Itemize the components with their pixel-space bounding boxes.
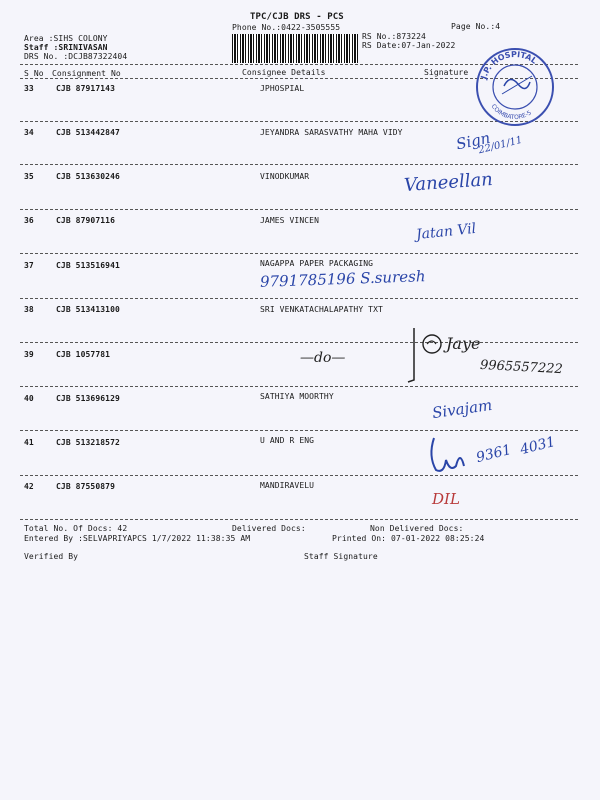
page-number: Page No.:4 — [451, 22, 501, 31]
divider — [20, 164, 578, 165]
row-sno: 37 — [24, 261, 34, 270]
divider — [20, 519, 578, 520]
row-sno: 35 — [24, 172, 34, 181]
row-consignee: JEYANDRA SARASVATHY MAHA VIDY — [260, 128, 403, 137]
handwritten-number: 9361 — [474, 441, 514, 467]
verified-by: Verified By — [24, 552, 79, 561]
divider — [20, 430, 578, 431]
divider — [20, 209, 578, 210]
divider — [20, 253, 578, 254]
row-consignment: CJB 87907116 — [56, 216, 115, 225]
divider — [20, 342, 578, 343]
printed-on: Printed On: 07-01-2022 08:25:24 — [332, 534, 485, 543]
area-label: Area :SIHS COLONY — [24, 34, 108, 43]
total-docs: Total No. Of Docs: 42 — [24, 524, 128, 533]
column-header-consignee: Consignee Details — [242, 68, 326, 77]
handwritten-mark: DIL — [432, 490, 460, 508]
staff-label: Staff :SRINIVASAN — [24, 43, 108, 52]
hospital-stamp — [474, 46, 556, 128]
row-consignment: CJB 513630246 — [56, 172, 120, 181]
row-consignee: JAMES VINCEN — [260, 216, 319, 225]
row-consignee: SATHIYA MOORTHY — [260, 392, 334, 401]
row-sno: 40 — [24, 394, 34, 403]
row-sno: 38 — [24, 305, 34, 314]
row-sno: 41 — [24, 438, 34, 447]
row-consignee: JPHOSPIAL — [260, 84, 305, 93]
handwritten-phone: 9965557222 — [479, 357, 564, 378]
handwritten-signature: Jaye — [446, 334, 481, 353]
row-sno: 36 — [24, 216, 34, 225]
phone-number: Phone No.:0422-3505555 — [232, 23, 341, 32]
row-consignee: SRI VENKATACHALAPATHY TXT — [260, 305, 383, 314]
stamp-top-text: J.P. HOSPITAL — [479, 49, 539, 81]
row-sno: 39 — [24, 350, 34, 359]
row-consignment: CJB 513413100 — [56, 305, 120, 314]
row-consignee: VINODKUMAR — [260, 172, 310, 181]
staff-signature-label: Staff Signature — [304, 552, 378, 561]
handwritten-signature: Sign — [454, 128, 492, 154]
divider — [20, 298, 578, 299]
divider — [20, 386, 578, 387]
row-consignment: CJB 87550879 — [56, 482, 115, 491]
row-sno: 42 — [24, 482, 34, 491]
handwritten-signature: Jatan Vil — [415, 220, 477, 244]
handwritten-phone: 9791785196 S.suresh — [259, 267, 426, 291]
handwritten-ditto: —do— — [300, 350, 346, 366]
row-consignment: CJB 1057781 — [56, 350, 111, 359]
document-title: TPC/CJB DRS - PCS — [250, 12, 344, 22]
row-consignee: MANDIRAVELU — [260, 481, 315, 490]
delivered-docs: Delivered Docs: — [232, 524, 306, 533]
row-consignment: CJB 513516941 — [56, 261, 120, 270]
entered-by: Entered By :SELVAPRIYAPCS 1/7/2022 11:38:35 AM — [24, 534, 251, 543]
row-consignee: NAGAPPA PAPER PACKAGING — [260, 259, 374, 268]
handwritten-signature: Sivajam — [431, 395, 494, 423]
handwritten-date: 22/01/11 — [477, 134, 524, 157]
handwritten-signature: Vaneellan — [403, 168, 494, 197]
row-consignment: CJB 87917143 — [56, 84, 115, 93]
row-sno: 34 — [24, 128, 34, 137]
drs-number: DRS No. :DCJB87322404 — [24, 52, 128, 61]
row-consignment: CJB 513696129 — [56, 394, 120, 403]
row-sno: 33 — [24, 84, 34, 93]
rs-date: RS Date:07-Jan-2022 — [362, 41, 456, 50]
row-consignment: CJB 513218572 — [56, 438, 120, 447]
handwritten-number: 4031 — [518, 433, 558, 459]
row-consignment: CJB 513442847 — [56, 128, 120, 137]
column-header-signature: Signature — [424, 68, 469, 77]
barcode — [232, 34, 358, 63]
column-header-sno: S No — [24, 69, 44, 78]
divider — [20, 475, 578, 476]
rs-number: RS No.:873224 — [362, 32, 426, 41]
non-delivered-docs: Non Delivered Docs: — [370, 524, 464, 533]
handwritten-mark — [426, 430, 470, 480]
stamp-bottom-text: COIMBATORE-5 — [489, 103, 533, 122]
row-consignee: U AND R ENG — [260, 436, 315, 445]
column-header-consignment: Consignment No — [52, 69, 121, 78]
